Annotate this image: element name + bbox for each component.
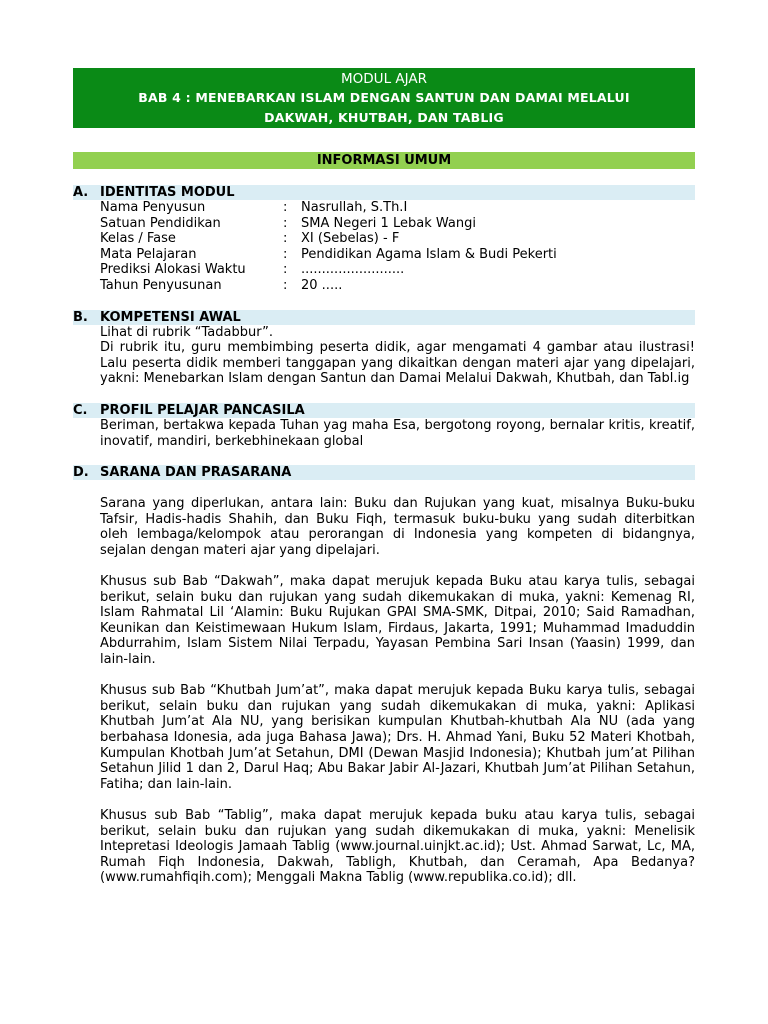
chapter-title-line-2: DAKWAH, KHUTBAH, DAN TABLIG — [264, 110, 504, 125]
identity-separator: : — [283, 277, 288, 293]
identity-label: Nama Penyusun — [100, 200, 206, 215]
identity-label: Satuan Pendidikan — [100, 215, 221, 231]
identity-row — [73, 216, 695, 232]
paragraph: Beriman, bertakwa kepada Tuhan yag maha Esa, bergotong royong, bernalar kritis, kreatif, inovatif, mandiri, berkebhinekaan global — [100, 417, 695, 449]
section-body — [73, 496, 695, 886]
paragraph: Lihat di rubrik “Tadabbur”. — [100, 324, 273, 340]
identity-label: Tahun Penyusunan — [100, 277, 222, 293]
section-title: IDENTITAS MODUL — [100, 185, 235, 200]
identity-value: Nasrullah, S.Th.I — [301, 200, 408, 215]
identity-separator: : — [283, 246, 288, 262]
identity-value: 20 ..... — [301, 277, 343, 293]
identity-row — [73, 262, 695, 278]
section-heading — [73, 310, 695, 325]
section-identitas-modul — [73, 185, 695, 294]
section-sarana-prasarana — [73, 465, 695, 886]
section-heading — [73, 185, 695, 200]
section-heading — [73, 403, 695, 418]
identity-separator: : — [283, 231, 288, 247]
identity-value: XI (Sebelas) - F — [301, 231, 400, 247]
identity-row — [73, 247, 695, 263]
section-letter: C. — [73, 402, 88, 418]
chapter-title-line-1: BAB 4 : MENEBARKAN ISLAM DENGAN SANTUN DAN DAMAI MELALUI — [138, 90, 630, 105]
section-body — [73, 418, 695, 449]
paragraph: Sarana yang diperlukan, antara lain: Buku dan Rujukan yang kuat, misalnya Buku-buku Tafsir, Hadis-hadis Shahih, dan Buku Fiqh, termasuk buku-buku yang sudah diterbitkan oleh lembaga/kelompok atau perorangan di Indonesia yang kompeten di bidangnya, sejalan dengan materi ajar yang dipelajari. — [100, 496, 695, 558]
section-kompetensi-awal — [73, 310, 695, 387]
section-title: SARANA DAN PRASARANA — [100, 465, 292, 481]
identity-separator: : — [283, 200, 288, 215]
paragraph: Khusus sub Bab “Tablig”, maka dapat merujuk kepada buku atau karya tulis, sebagai berikut, selain buku dan rujukan yang sudah dikemukakan di muka, yakni: Menelisik Intepretasi Ideologis Jamaah Tablig (www.journal.uinjkt.ac.id); Ust. Ahmad Sarwat, Lc, MA, Rumah Fiqh Indonesia, Dakwah, Tabligh, Khutbah, dan Ceramah, Apa Bedanya? (www.rumahfiqih.com); Menggali Makna Tablig (www.republika.co.id); dll. — [100, 808, 695, 886]
section-body — [73, 325, 695, 387]
paragraph: Khusus sub Bab “Khutbah Jum’at”, maka dapat merujuk kepada Buku karya tulis, sebagai berikut, selain buku dan rujukan yang sudah dikemukakan di muka, yakni: Aplikasi Khutbah Jum’at Ala NU, yang berisikan kumpulan Khutbah-khutbah Ala NU (ada yang berbahasa Idonesia, ada juga Bahasa Jawa); Drs. H. Ahmad Yani, Buku 52 Materi Khotbah, Kumpulan Khotbah Jum’at Setahun, DMI (Dewan Masjid Indonesia); Khutbah jum’at Pilihan Setahun Jilid 1 dan 2, Darul Haq; Abu Bakar Jabir Al-Jazari, Khutbah Jum’at Pilihan Setahun, Fatiha; dan lain-lain. — [100, 683, 695, 792]
document-page — [73, 68, 695, 886]
identity-label: Mata Pelajaran — [100, 246, 197, 262]
section-title: KOMPETENSI AWAL — [100, 309, 241, 325]
section-letter: B. — [73, 309, 88, 325]
identity-value: Pendidikan Agama Islam & Budi Pekerti — [301, 246, 557, 262]
general-info-heading: INFORMASI UMUM — [73, 152, 695, 169]
identity-value: SMA Negeri 1 Lebak Wangi — [301, 215, 476, 231]
identity-value: ......................... — [301, 262, 405, 278]
paragraph: Khusus sub Bab “Dakwah”, maka dapat merujuk kepada Buku atau karya tulis, sebagai berikut, selain buku dan rujukan yang sudah dikemukakan di muka, yakni: Kemenag RI, Islam Rahmatal Lil ‘Alamin: Buku Rujukan GPAI SMA-SMK, Ditpai, 2010; Said Ramadhan, Keunikan dan Keistimewaan Hukum Islam, Firdaus, Jakarta, 1991; Muhammad Imaduddin Abdurrahim, Islam Sistem Nilai Terpadu, Yayasan Pembina Sari Insan (Yaasin) 1999, dan lain-lain. — [100, 574, 695, 668]
identity-label: Prediksi Alokasi Waktu — [100, 262, 246, 278]
identity-row — [73, 200, 695, 216]
module-title: MODUL AJAR — [341, 71, 427, 87]
identity-separator: : — [283, 262, 288, 278]
section-heading — [73, 465, 695, 480]
section-title: PROFIL PELAJAR PANCASILA — [100, 402, 305, 418]
identity-label: Kelas / Fase — [100, 231, 176, 247]
title-banner — [73, 68, 695, 128]
identity-separator: : — [283, 215, 288, 231]
section-letter: A. — [73, 185, 89, 200]
paragraph: Di rubrik itu, guru membimbing peserta didik, agar mengamati 4 gambar atau ilustrasi! Lalu peserta didik memberi tanggapan yang dikaitkan dengan materi ajar yang dipelajari, yakni: Menebarkan Islam dengan Santun dan Damai Melalui Dakwah, Khutbah, dan Tabl.ig — [100, 340, 695, 387]
identity-row — [73, 278, 695, 294]
section-letter: D. — [73, 465, 89, 481]
identity-row — [73, 231, 695, 247]
section-profil-pelajar-pancasila — [73, 403, 695, 449]
